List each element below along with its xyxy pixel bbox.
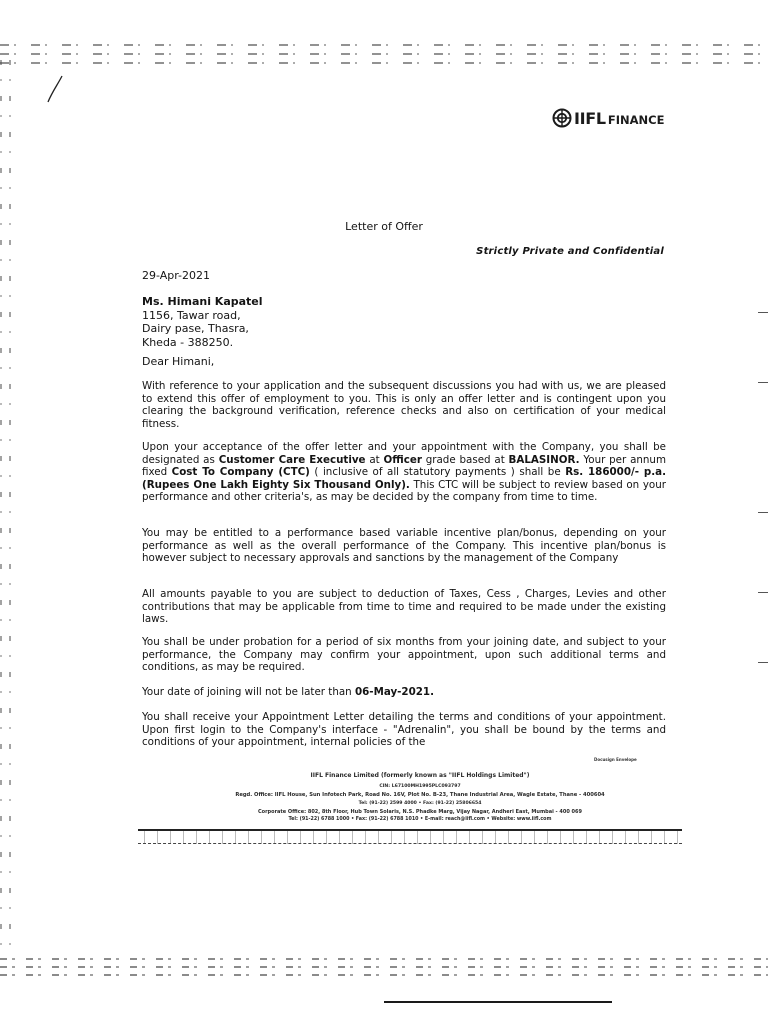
- text-run: ( inclusive of all statutory payments ) shall be: [309, 466, 566, 479]
- scan-dash: [758, 512, 768, 513]
- work-location: BALASINOR.: [508, 453, 580, 466]
- joining-date: 06-May-2021.: [354, 686, 435, 698]
- footer-company: [200, 772, 640, 779]
- scan-dash: [758, 662, 768, 663]
- address-line: 1156, Tawar road,: [142, 308, 241, 322]
- scan-dash: [758, 312, 768, 313]
- iifl-finance-logo: [552, 108, 664, 128]
- text-run: This CTC will be subject to review based on your performance and other criteria's, as may be decided by the company from time to time.: [142, 478, 666, 504]
- letter-date: 29-Apr-2021: [142, 269, 211, 282]
- bottom-rule: [384, 1001, 612, 1003]
- footer-cin-text: CIN: L67100MH1995PLC093797: [379, 784, 461, 789]
- footer-tel-1: [200, 801, 640, 806]
- paragraph-joining-date: [142, 686, 666, 699]
- footer-corporate-text: Corporate Office: 802, 8th Floor, Hub Town Solaris, N.S. Phadke Marg, Vijay Nagar, Andheri East, Mumbai - 400 069: [257, 809, 582, 815]
- footer-regd-office: [200, 792, 640, 798]
- letter-title: Letter of Offer: [345, 220, 423, 233]
- scan-edge-left: [0, 60, 20, 960]
- paragraph-offer-intro: With reference to your application and the subsequent discussions you had with us, we are pleased to extend this offer of employment to you. This is only an offer letter and is contingent upon you clearing the background verification, reference checks and also on certification of your medical fitness.: [142, 380, 666, 430]
- scan-dash: [758, 592, 768, 593]
- grade: Officer: [383, 453, 422, 466]
- recipient-name: Ms. Himani Kapatel: [142, 295, 263, 308]
- confidential-note: Strictly Private and Confidential: [476, 246, 664, 257]
- text-run: Your per annum fixed: [142, 453, 666, 479]
- address-line: Dairy pase, Thasra,: [142, 322, 249, 335]
- footer-tel-1-text: Tel: (91-22) 2599 4000 • Fax: (91-22) 25806654: [358, 801, 482, 806]
- iifl-logo-mark-icon: [552, 108, 572, 128]
- footer-tel-2-text: Tel: (91-22) 6788 1000 • Fax: (91-22) 6788 1010 • E-mail: reach@iifl.com • Website: www.iifl.com: [288, 817, 552, 822]
- footer-tel-2: [200, 817, 640, 822]
- salutation: Dear Himani,: [142, 355, 215, 368]
- text-run: Your date of joining will not be later than: [142, 686, 355, 698]
- ctc-label: Cost To Company (CTC): [171, 466, 310, 479]
- footer-border-strip: [138, 829, 682, 844]
- address-line: Kheda - 388250.: [142, 335, 234, 349]
- ctc-amount: Rs. 186000/- p.a. (Rupees One Lakh Eighty Six Thousand Only).: [142, 466, 666, 491]
- text-run: Upon your acceptance of the offer letter and your appointment with the Company, you shall be designated as: [142, 441, 666, 466]
- logo-suffix: FINANCE: [607, 112, 665, 127]
- footer-cin: [200, 784, 640, 789]
- docusign-annotation: Docusign Envelope: [594, 757, 637, 762]
- scan-dash: [758, 382, 768, 383]
- text-run: at: [365, 453, 384, 466]
- scan-edge-bottom: [0, 958, 768, 980]
- logo-brand: IIFL: [574, 108, 606, 128]
- designation: Customer Care Executive: [218, 453, 366, 466]
- scan-edge-top: [0, 44, 768, 66]
- footer-company-text: IIFL Finance Limited (formerly known as "IIFL Holdings Limited"): [310, 772, 530, 779]
- paragraph-probation: You shall be under probation for a period of six months from your joining date, and subject to your performance, the Company may confirm your appointment, upon such additional terms and conditions, as may be required.: [142, 636, 666, 674]
- pen-mark: [44, 74, 66, 104]
- paragraph-deductions: All amounts payable to you are subject to deduction of Taxes, Cess , Charges, Levies and other contributions that may be applicable from time to time and required to be made under the existing laws.: [142, 588, 666, 626]
- paragraph-incentive: You may be entitled to a performance based variable incentive plan/bonus, depending on your performance as well as the overall performance of the Company. This incentive plan/bonus is however subject to necessary approvals and sanctions by the management of the Company: [142, 527, 666, 565]
- paragraph-designation-ctc: [142, 441, 666, 504]
- paragraph-appointment-letter: You shall receive your Appointment Letter detailing the terms and conditions of your appointment. Upon first login to the Company's interface - "Adrenalin", you shall be bound by the terms and conditions of your appointment, internal policies of the: [142, 711, 666, 749]
- recipient-address: [142, 295, 263, 349]
- footer-corporate-office: [200, 809, 640, 815]
- footer-regd-text: Regd. Office: IIFL House, Sun Infotech Park, Road No. 16V, Plot No. B-23, Thane Industrial Area, Wagle Estate, Thane - 400604: [235, 792, 605, 798]
- text-run: grade based at: [421, 453, 509, 466]
